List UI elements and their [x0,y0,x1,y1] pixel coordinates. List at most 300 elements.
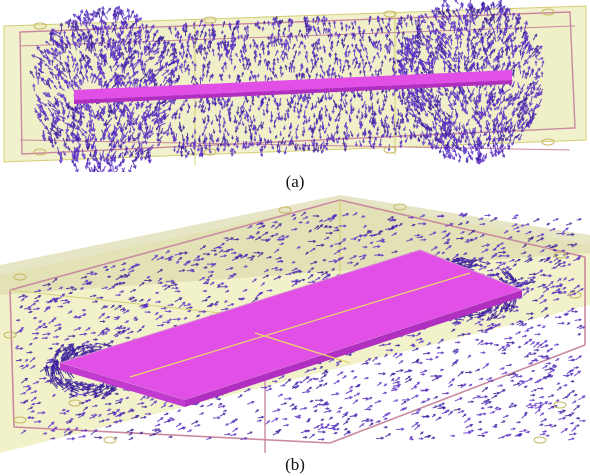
field-vector-arrow [238,395,242,398]
field-vector-arrow [419,438,423,440]
field-vector-arrow [433,406,437,408]
field-vector-arrow [455,398,462,401]
field-vector-arrow [574,394,577,396]
field-vector-arrow [258,416,264,418]
field-vector-arrow [334,381,340,384]
field-vector-arrow [302,390,310,393]
field-vector-arrow [353,400,358,404]
field-vector-arrow [441,406,444,408]
field-vector-arrow [572,428,576,432]
field-vector-arrow [566,223,571,225]
field-vector-arrow [206,437,211,440]
field-vector-arrow [402,399,410,402]
field-vector-arrow [319,380,323,382]
field-vector-arrow [531,370,534,372]
field-vector-arrow [478,429,482,431]
field-vector-arrow [396,428,404,431]
field-vector-arrow [98,12,100,18]
field-vector-arrow [103,13,108,20]
field-vector-arrow [524,342,527,345]
field-vector-arrow [475,339,479,341]
field-vector-arrow [481,352,485,354]
field-vector-arrow [486,378,491,380]
field-vector-arrow [359,424,363,428]
field-vector-arrow [542,357,550,360]
field-vector-arrow [344,429,347,431]
field-vector-arrow [112,165,115,172]
field-vector-arrow [513,383,520,386]
field-vector-arrow [574,371,580,376]
field-vector-arrow [94,436,102,439]
field-vector-arrow [458,384,463,386]
field-vector-arrow [475,369,479,371]
field-vector-arrow [495,407,499,409]
field-vector-arrow [518,346,521,348]
field-vector-arrow [501,352,506,354]
field-vector-arrow [395,378,400,382]
field-vector-arrow [442,392,448,394]
field-vector-arrow [539,424,543,426]
field-vector-arrow [230,434,236,436]
field-vector-arrow [519,380,523,382]
field-vector-arrow [490,147,493,155]
field-vector-arrow [393,381,400,383]
field-vector-arrow [535,407,541,409]
field-vector-arrow [391,379,394,381]
field-vector-arrow [571,380,574,382]
field-vector-arrow [540,413,543,416]
field-vector-arrow [538,405,541,407]
field-vector-arrow [421,415,429,418]
field-vector-arrow [494,344,498,346]
field-vector-arrow [318,427,323,430]
field-vector-arrow [346,418,349,420]
field-vector-arrow [436,417,441,420]
field-vector-arrow [465,147,467,151]
field-vector-arrow [455,341,460,343]
field-vector-arrow [300,407,307,409]
field-vector-arrow [537,388,543,390]
field-vector-arrow [423,352,430,354]
field-vector-arrow [376,437,383,439]
field-vector-arrow [437,352,444,354]
field-vector-arrow [266,388,272,391]
field-vector-arrow [131,11,134,18]
field-vector-arrow [573,367,578,369]
field-vector-arrow [284,424,289,426]
field-vector-arrow [534,349,539,351]
field-vector-arrow [424,399,430,403]
field-vector-arrow [452,351,455,353]
field-vector-arrow [558,322,564,324]
field-vector-arrow [342,376,346,378]
field-vector-arrow [577,334,580,336]
field-vector-arrow [411,387,417,390]
field-vector-arrow [557,387,561,390]
field-vector-arrow [223,410,226,412]
field-vector-arrow [355,385,359,387]
field-vector-arrow [337,411,341,413]
field-vector-arrow [339,407,342,409]
field-vector-arrow [323,383,327,386]
field-vector-arrow [255,410,258,413]
field-vector-arrow [530,342,534,345]
field-vector-arrow [515,332,520,334]
field-vector-arrow [555,359,559,361]
field-vector-arrow [313,406,317,408]
field-vector-arrow [569,433,576,435]
field-vector-arrow [312,378,315,380]
field-vector-arrow [353,377,357,379]
field-vector-arrow [525,378,532,382]
field-vector-arrow [415,425,420,430]
field-vector-arrow [522,414,527,418]
field-vector-arrow [200,405,203,407]
field-vector-arrow [569,391,574,394]
field-vector-arrow [473,396,480,399]
field-vector-arrow [233,428,238,432]
field-vector-arrow [462,414,465,417]
field-vector-arrow [482,388,487,392]
field-vector-arrow [478,435,485,437]
field-vector-arrow [152,429,157,431]
field-vector-arrow [168,436,172,438]
field-vector-arrow [506,341,514,344]
field-vector-arrow [439,403,444,405]
field-vector-arrow [220,413,225,416]
field-vector-arrow [84,14,86,18]
field-vector-arrow [375,363,381,365]
field-vector-arrow [317,424,323,426]
field-vector-arrow [343,422,348,425]
field-vector-arrow [578,396,585,400]
field-vector-arrow [498,436,504,438]
field-vector-arrow [516,421,520,423]
field-vector-arrow [458,153,460,157]
field-vector-arrow [271,418,277,422]
field-vector-arrow [164,413,168,415]
field-vector-arrow [247,432,252,434]
field-vector-arrow [565,414,572,416]
field-vector-arrow [463,431,471,434]
field-vector-arrow [191,421,197,424]
field-vector-arrow [522,335,526,337]
field-vector-arrow [393,384,400,387]
field-vector-arrow [541,345,548,348]
field-plot-panel-b [0,195,590,453]
field-vector-arrow [426,358,432,360]
field-vector-arrow [439,146,442,153]
field-vector-arrow [337,372,343,375]
field-vector-arrow [290,404,294,407]
field-vector-arrow [492,395,497,398]
field-vector-arrow [546,435,550,437]
field-vector-arrow [362,362,369,364]
field-vector-arrow [317,404,321,406]
field-vector-arrow [514,215,518,217]
field-vector-arrow [399,361,403,364]
field-vector-arrow [448,412,452,416]
field-vector-arrow [344,431,350,435]
field-vector-arrow [378,373,385,375]
field-vector-arrow [225,424,228,426]
field-vector-arrow [519,430,526,432]
field-vector-arrow [129,165,132,172]
field-vector-arrow [458,372,464,377]
field-vector-arrow [346,390,352,393]
field-vector-arrow [127,429,134,432]
field-vector-arrow [561,429,567,433]
field-vector-arrow [75,163,78,172]
field-vector-arrow [568,356,572,358]
field-vector-arrow [530,394,534,396]
field-vector-arrow [545,368,552,371]
field-vector-arrow [531,389,536,391]
field-vector-arrow [552,365,555,367]
field-vector-arrow [501,421,505,423]
field-vector-arrow [476,414,481,416]
field-vector-arrow [325,408,328,410]
field-vector-arrow [375,401,381,404]
field-vector-arrow [365,409,371,411]
field-vector-arrow [421,401,424,403]
field-vector-arrow [194,425,199,427]
field-vector-arrow [362,419,369,422]
field-vector-arrow [556,400,559,402]
field-vector-arrow [281,403,287,405]
field-vector-arrow [498,390,505,394]
field-vector-arrow [559,412,562,414]
field-vector-arrow [535,381,539,383]
field-vector-arrow [530,399,535,401]
field-vector-arrow [129,438,133,440]
field-vector-arrow [488,406,493,408]
field-vector-arrow [213,417,220,419]
caption-panel-a: (a) [285,172,305,191]
field-vector-arrow [535,402,543,405]
field-vector-arrow [443,151,445,156]
field-vector-arrow [482,432,488,434]
field-vector-arrow [383,392,387,394]
field-vector-arrow [563,385,567,387]
field-vector-arrow [247,401,254,404]
field-vector-arrow [414,382,419,386]
field-vector-arrow [567,323,570,325]
field-vector-arrow [491,4,493,8]
field-vector-arrow [107,8,111,13]
field-vector-arrow [430,375,437,377]
field-vector-arrow [431,437,434,439]
field-vector-arrow [178,410,181,412]
field-vector-arrow [548,395,554,397]
field-vector-arrow [575,425,579,427]
field-vector-arrow [535,333,541,335]
field-vector-arrow [553,219,558,221]
field-vector-arrow [334,432,337,434]
field-vector-arrow [421,374,425,376]
field-vector-arrow [579,420,585,422]
field-vector-arrow [432,414,435,417]
field-vector-arrow [450,435,454,437]
field-vector-arrow [442,411,447,414]
field-vector-arrow [266,421,270,424]
field-vector-arrow [528,363,532,365]
field-vector-arrow [479,421,482,423]
field-vector-arrow [526,431,530,433]
field-vector-arrow [575,319,581,321]
field-vector-arrow [257,420,261,422]
field-vector-arrow [490,411,495,413]
field-vector-arrow [310,434,315,438]
field-vector-arrow [440,369,443,371]
field-vector-arrow [570,422,574,424]
field-vector-arrow [363,398,368,400]
field-vector-arrow [577,219,581,221]
field-vector-arrow [377,383,381,386]
field-vector-arrow [504,337,512,340]
field-vector-arrow [524,386,527,388]
field-vector-arrow [555,316,561,318]
field-vector-arrow [384,384,387,386]
field-vector-arrow [318,431,325,433]
field-vector-arrow [176,424,181,427]
field-vector-arrow [181,427,184,429]
field-vector-arrow [369,423,373,426]
field-vector-arrow [504,435,508,437]
field-vector-arrow [127,15,129,20]
field-vector-arrow [528,407,533,409]
field-vector-arrow [573,406,579,411]
field-vector-arrow [571,311,577,313]
field-vector-arrow [479,378,483,380]
field-vector-arrow [539,396,543,398]
field-vector-arrow [329,417,332,419]
field-vector-arrow [468,401,474,403]
field-vector-arrow [384,418,387,420]
field-vector-arrow [273,409,280,412]
field-vector-arrow [396,370,403,372]
field-vector-arrow [199,413,203,415]
field-vector-arrow [401,401,406,404]
field-vector-arrow [385,434,390,437]
field-vector-arrow [376,421,381,423]
field-vector-arrow [283,418,287,420]
field-vector-arrow [281,385,285,387]
field-vector-arrow [512,217,516,219]
field-vector-arrow [503,415,508,417]
field-vector-arrow [455,0,458,4]
field-vector-arrow [67,437,75,440]
field-vector-arrow [157,418,163,422]
field-vector-arrow [506,364,511,366]
field-vector-arrow [466,424,473,427]
field-vector-arrow [510,380,513,382]
field-vector-arrow [321,419,324,421]
field-vector-arrow [547,348,552,350]
field-vector-arrow [354,393,360,396]
field-vector-arrow [303,377,309,382]
field-vector-arrow [454,408,461,410]
field-vector-arrow [572,401,576,403]
field-vector-arrow [469,384,472,386]
field-vector-arrow [420,432,423,434]
field-vector-arrow [576,356,582,360]
field-vector-arrow [464,418,470,423]
field-vector-arrow [547,223,550,225]
field-vector-arrow [103,166,106,171]
field-vector-arrow [437,347,440,349]
field-vector-arrow [284,398,291,400]
field-vector-arrow [537,325,541,327]
field-vector-arrow [392,388,395,390]
field-vector-arrow [524,356,528,358]
field-vector-arrow [542,326,545,328]
field-vector-arrow [307,379,312,383]
field-vector-arrow [548,403,551,405]
field-vector-arrow [576,417,580,419]
field-vector-arrow [364,377,368,379]
field-vector-arrow [527,327,533,330]
field-vector-arrow [542,341,547,345]
field-vector-arrow [384,426,387,428]
field-vector-arrow [306,421,309,423]
field-vector-arrow [314,426,319,428]
field-vector-arrow [411,395,418,398]
field-vector-arrow [481,407,484,409]
field-vector-arrow [483,364,489,369]
field-vector-arrow [155,424,160,426]
field-vector-arrow [511,428,515,430]
field-vector-arrow [449,379,455,384]
field-vector-arrow [321,375,327,379]
field-vector-arrow [349,387,352,389]
field-vector-arrow [544,424,552,427]
field-vector-arrow [412,423,418,428]
field-vector-arrow [342,414,347,417]
field-vector-arrow [465,371,472,373]
field-vector-arrow [324,410,331,413]
field-vector-arrow [526,404,531,407]
field-vector-arrow [345,397,353,400]
field-vector-arrow [563,375,568,377]
field-vector-arrow [542,431,546,433]
field-vector-arrow [307,387,312,390]
field-vector-arrow [400,408,404,410]
field-vector-arrow [351,371,354,373]
field-vector-arrow [497,385,502,387]
field-vector-arrow [458,411,464,414]
field-vector-arrow [502,372,507,374]
field-vector-arrow [480,396,487,399]
field-plot-panel-a [0,0,590,172]
field-vector-arrow [318,438,324,440]
field-vector-arrow [278,394,282,396]
field-vector-arrow [557,383,560,385]
field-vector-arrow [533,219,539,222]
field-vector-arrow [303,436,307,438]
field-vector-arrow [563,397,568,399]
field-vector-arrow [497,145,500,155]
field-vector-arrow [554,344,558,346]
field-vector-arrow [314,410,317,412]
field-vector-arrow [548,369,554,373]
field-vector-arrow [468,355,471,357]
field-vector-arrow [187,430,191,432]
field-vector-arrow [540,433,545,435]
field-vector-arrow [541,419,547,422]
field-vector-arrow [331,393,339,396]
field-vector-arrow [542,366,547,369]
